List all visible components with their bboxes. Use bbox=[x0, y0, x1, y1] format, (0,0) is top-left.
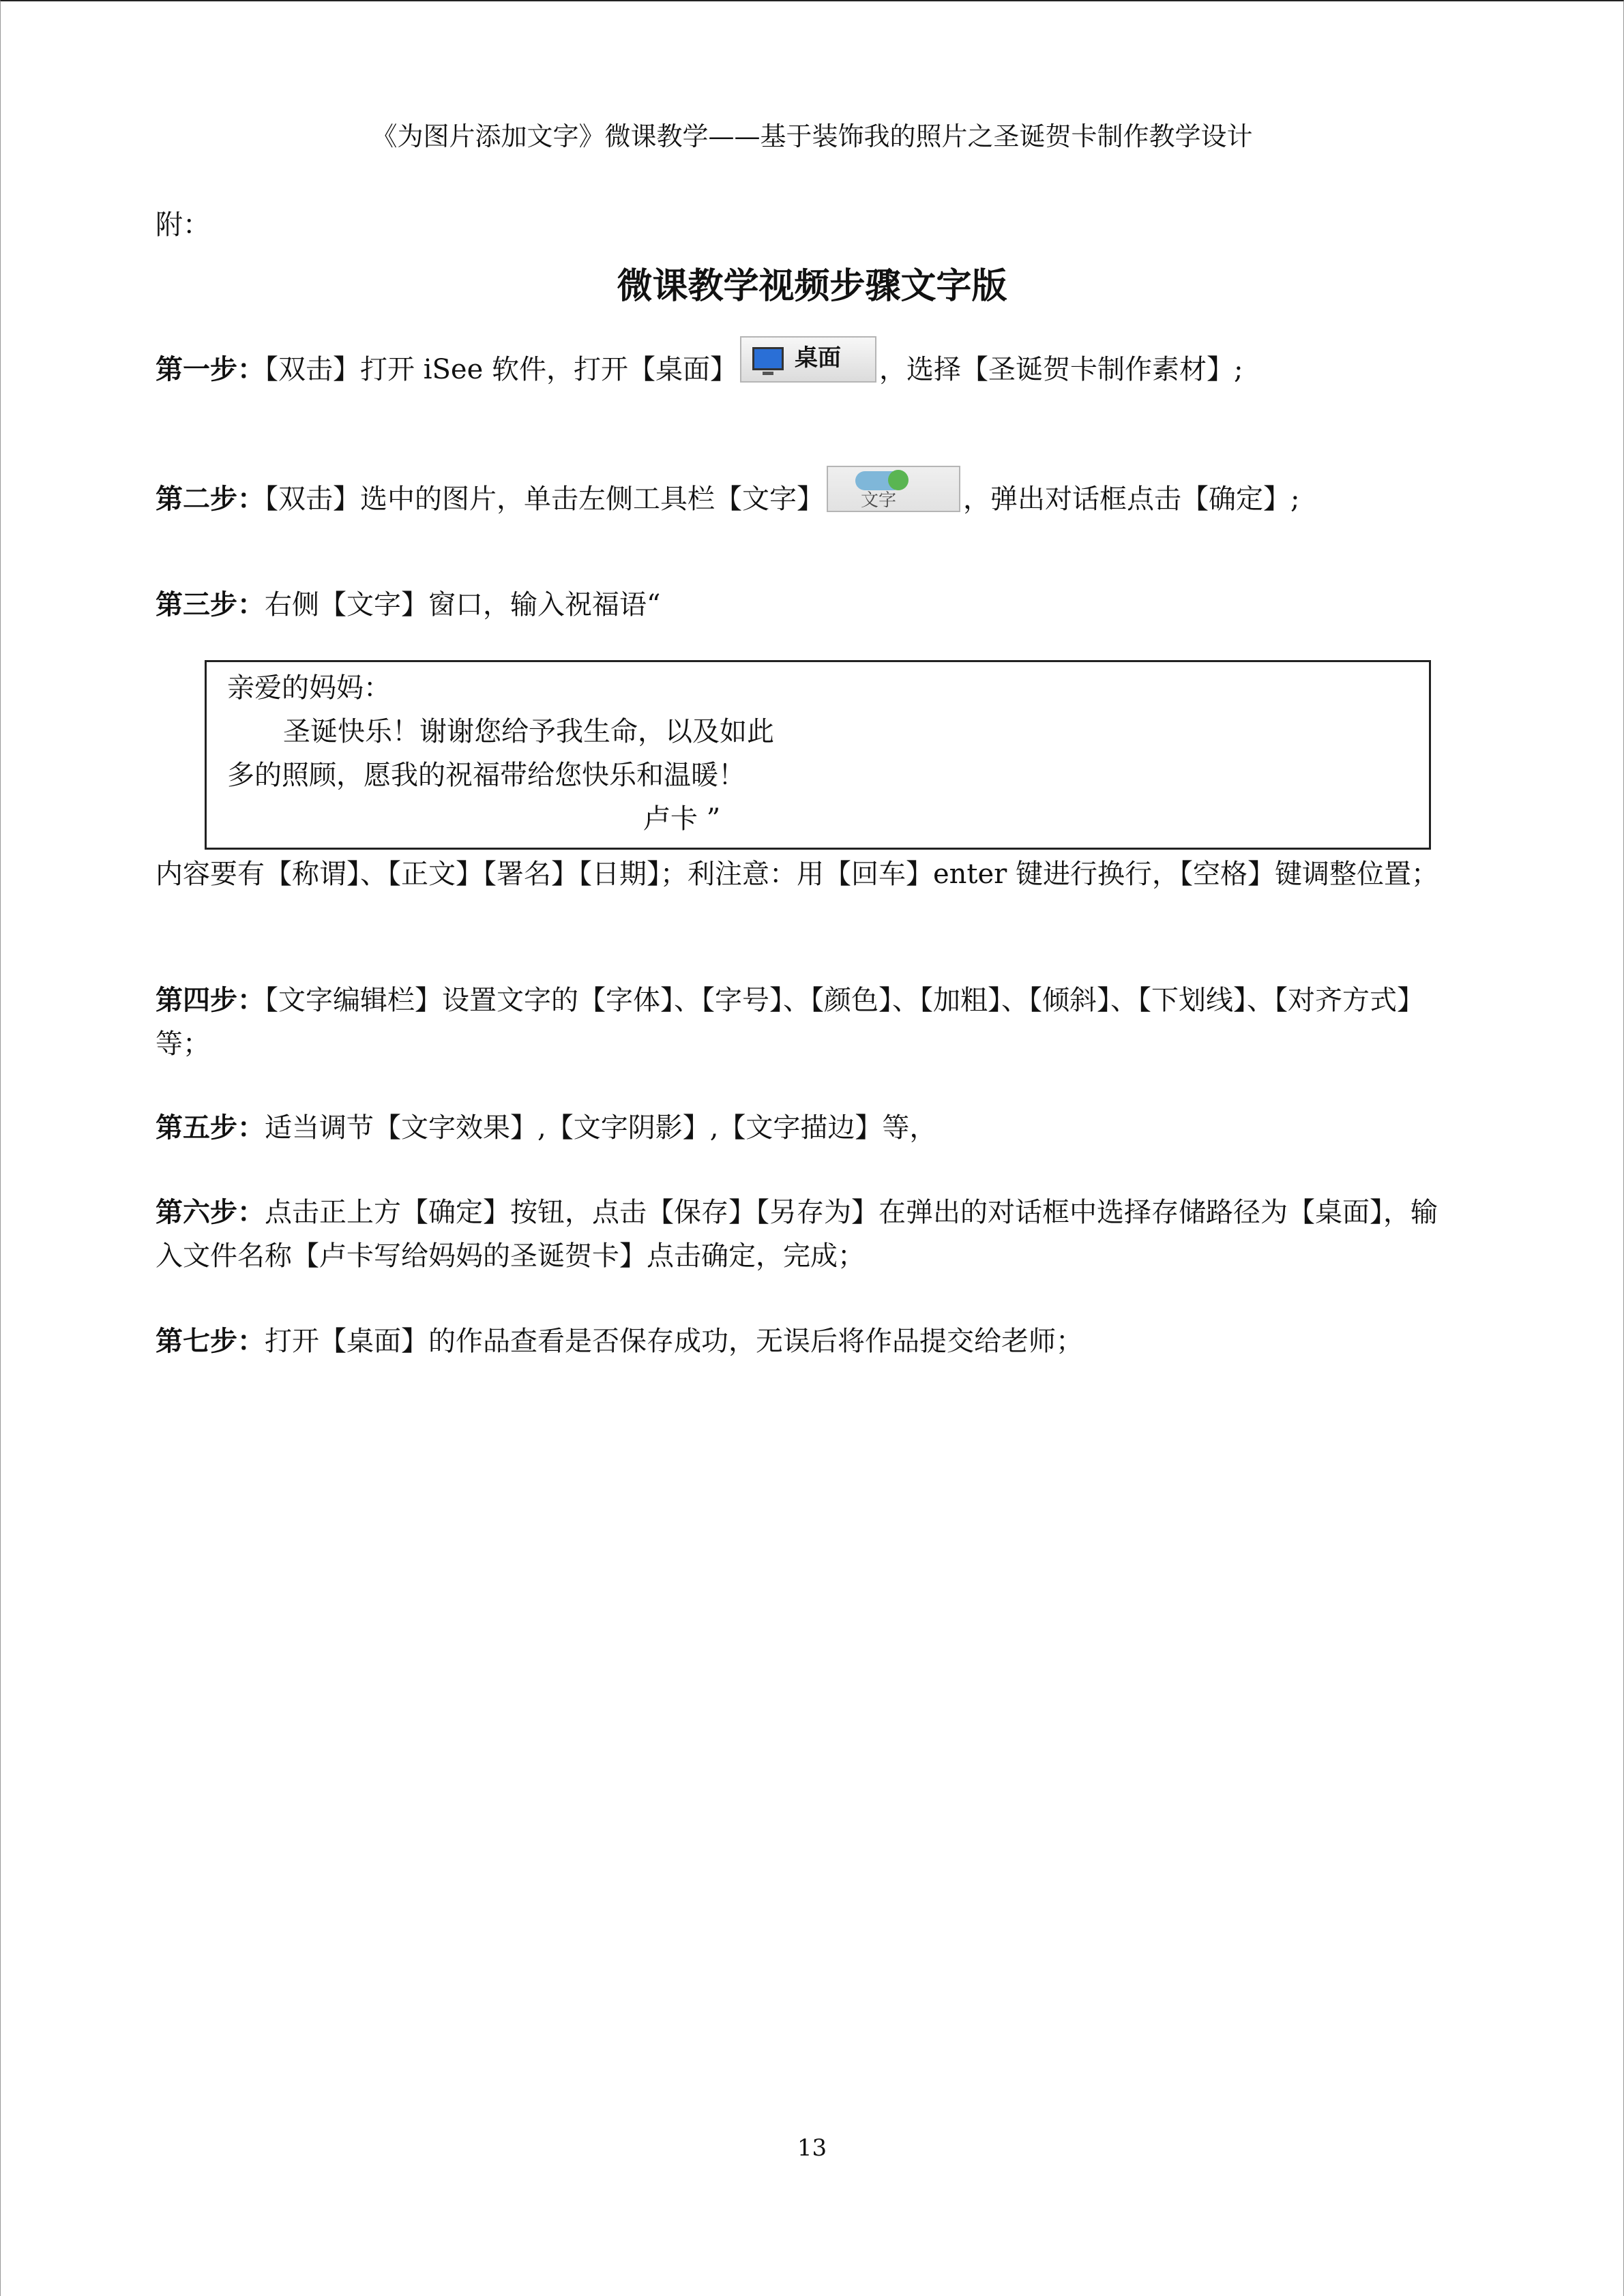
step-4-text: 【文字编辑栏】设置文字的【字体】、【字号】、【颜色】、【加粗】、【倾斜】、【下划线】、【对齐方式】等； bbox=[156, 985, 1424, 1060]
step-6 bbox=[156, 1191, 1451, 1278]
monitor-icon bbox=[752, 347, 784, 370]
step-3-label: 第三步： bbox=[156, 589, 265, 621]
green-dot-icon bbox=[888, 470, 909, 490]
step-7-label: 第七步： bbox=[156, 1326, 265, 1357]
text-tool-icon bbox=[827, 466, 960, 512]
greeting-body-line-2: 多的照顾，愿我的祝福带给您快乐和温暖！ bbox=[227, 760, 745, 791]
step-6-text: 点击正上方【确定】按钮，点击【保存】【另存为】在弹出的对话框中选择存储路径为【桌面】，输入文件名称【卢卡写给妈妈的圣诞贺卡】点击确定，完成； bbox=[156, 1197, 1438, 1272]
step-4 bbox=[156, 979, 1451, 1066]
page-header: 《为图片添加文字》微课教学——基于装饰我的照片之圣诞贺卡制作教学设计 bbox=[371, 121, 1253, 151]
step-3 bbox=[156, 583, 1451, 627]
greeting-box bbox=[205, 660, 1431, 850]
desktop-icon bbox=[740, 336, 876, 383]
step-1 bbox=[156, 344, 1451, 395]
step-4-label: 第四步： bbox=[156, 985, 265, 1016]
document-title: 微课教学视频步骤文字版 bbox=[617, 266, 1007, 307]
step-1-text-b: ，选择【圣诞贺卡制作素材】; bbox=[879, 354, 1243, 385]
step-7 bbox=[156, 1320, 1451, 1363]
step-2-text-a: 【双击】选中的图片，单击左侧工具栏【文字】 bbox=[265, 483, 824, 515]
page-number: 13 bbox=[797, 2134, 827, 2162]
step-1-label: 第一步： bbox=[156, 354, 265, 385]
step-7-text: 打开【桌面】的作品查看是否保存成功，无误后将作品提交给老师； bbox=[265, 1326, 1083, 1357]
greeting-salutation: 亲爱的妈妈： bbox=[227, 672, 391, 704]
step-5 bbox=[156, 1106, 1451, 1150]
step-2-text-b: ，弹出对话框点击【确定】; bbox=[963, 483, 1300, 515]
step-5-text: 适当调节【文字效果】,【文字阴影】,【文字描边】等， bbox=[265, 1112, 937, 1144]
step-2-label: 第二步： bbox=[156, 483, 265, 515]
desktop-icon-label: 桌面 bbox=[794, 344, 841, 372]
step-3-note: 内容要有【称谓】、【正文】【署名】【日期】；利注意：用【回车】enter 键进行换行，【空格】键调整位置； bbox=[156, 859, 1439, 890]
step-5-label: 第五步： bbox=[156, 1112, 265, 1144]
step-1-text-a: 【双击】打开 iSee 软件，打开【桌面】 bbox=[265, 354, 737, 385]
step-6-label: 第六步： bbox=[156, 1197, 265, 1228]
greeting-signature: 卢卡 ” bbox=[643, 803, 721, 835]
appendix-label: 附： bbox=[156, 209, 210, 241]
step-3-text: 右侧【文字】窗口，输入祝福语“ bbox=[265, 589, 661, 621]
step-2 bbox=[156, 477, 1451, 524]
greeting-body-line-1: 圣诞快乐！谢谢您给予我生命，以及如此 bbox=[283, 716, 774, 747]
text-tool-icon-label: 文字 bbox=[861, 490, 897, 511]
